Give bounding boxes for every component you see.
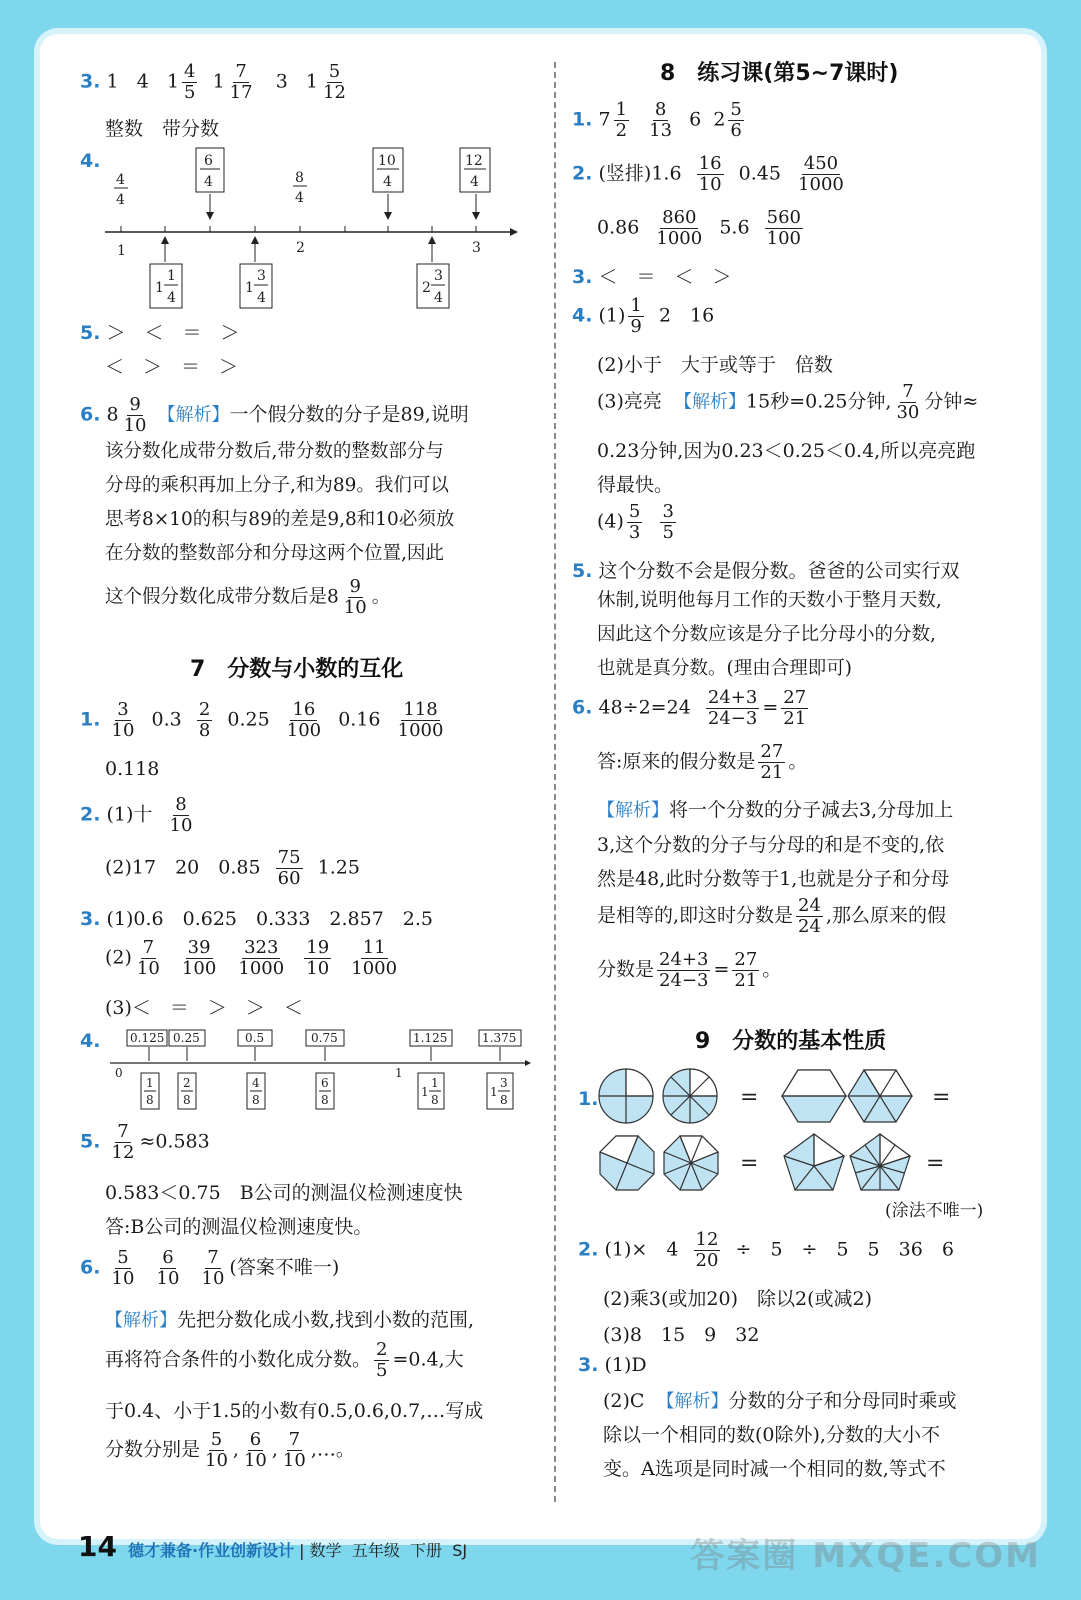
svg-text:2: 2 — [422, 280, 431, 296]
svg-text:0.75: 0.75 — [311, 1031, 338, 1045]
svg-text:1: 1 — [395, 1066, 403, 1080]
footer-info: 德才兼备·作业创新设计 | 数学 五年级 下册 SJ — [128, 1541, 468, 1560]
svg-text:4: 4 — [257, 290, 266, 306]
svg-text:4: 4 — [383, 174, 392, 190]
r-q4-p2: (2)小于 大于或等于 倍数 — [597, 354, 833, 376]
r-q4: 4. (1) $\frac{1}{9}$ 2 16 — [572, 295, 715, 337]
svg-text:1: 1 — [146, 1076, 154, 1090]
frac-label: 6 — [204, 153, 213, 169]
svg-text:8: 8 — [252, 1093, 260, 1107]
r-q1: 1. 7 $\frac{1}{2}$ $\frac{8}{13}$ 6 2 $\frac{5}{6}$ — [572, 99, 742, 141]
q-number: 4. — [80, 150, 101, 172]
svg-text:8: 8 — [146, 1093, 154, 1107]
s9-q1-note: (涂法不唯一) — [885, 1201, 984, 1221]
r-q4-p4: (4) $\frac{5}{3}$ $\frac{3}{5}$ — [597, 501, 674, 543]
section-title-7: 7 分数与小数的互化 — [190, 657, 404, 682]
r-q2: 2. (竖排)1.6 $\frac{16}{10}$ 0.45 $\frac{450}{1000}$ — [572, 153, 844, 195]
axis-label: 3 — [472, 240, 481, 256]
r-q4-p3e: 得最快。 — [597, 474, 674, 496]
s7-q6-explain-4: 分数分别是 $\frac{5}{10}$ , $\frac{6}{10}$ , $\frac{7}{10}$ ,…。 — [105, 1429, 355, 1471]
svg-text:4: 4 — [167, 290, 176, 306]
svg-text:1.375: 1.375 — [482, 1031, 517, 1045]
svg-text:=: = — [740, 1151, 759, 1176]
left-q3-line2: 整数 带分数 — [105, 118, 220, 140]
s9-q3-p2: (2)C 【解析】分数的分子和分母同时乘或 — [603, 1390, 957, 1412]
axis-label: 2 — [296, 240, 305, 256]
r-q6: 6. 48÷2=24 $\frac{24+3}{24-3}$ = $\frac{27}{21}$ — [572, 687, 807, 729]
svg-text:0.125: 0.125 — [130, 1031, 165, 1045]
svg-text:6: 6 — [321, 1076, 329, 1090]
section-title-9: 9 分数的基本性质 — [695, 1029, 887, 1054]
watermark: 答案圈 MXQE.COM — [690, 1536, 1041, 1576]
left-q5-row2: ＜ ＞ ＝ ＞ — [105, 356, 239, 378]
svg-text:3: 3 — [257, 268, 266, 284]
r-q3: 3. ＜ ＝ ＜ ＞ — [572, 266, 732, 288]
svg-text:4: 4 — [295, 190, 304, 206]
s7-q2: 2. (1)十 $\frac{8}{10}$ — [80, 794, 193, 836]
s7-q5-l2: 0.583＜0.75 B公司的测温仪检测速度快 — [105, 1182, 463, 1204]
s7-q6: 6. $\frac{5}{10}$ $\frac{6}{10}$ $\frac{7}{10}$ (答案不唯一) — [80, 1247, 340, 1289]
s9-q3-e2: 除以一个相同的数(0除外),分数的大小不 — [603, 1424, 940, 1446]
svg-text:4: 4 — [204, 174, 213, 190]
r-q6-e2: 3,这个分数的分子与分母的和是不变的,依 — [597, 834, 945, 856]
svg-text:=: = — [740, 1085, 759, 1110]
r-q6-e5: 分数是 $\frac{24+3}{24-3}$ = $\frac{27}{21}$ 。 — [597, 949, 782, 991]
left-q3: 3. 1 4 1 $\frac{4}{5}$ 1 $\frac{7}{17}$ 3 1 $\frac{5}{12}$ — [80, 61, 346, 103]
column-divider — [554, 62, 556, 1502]
svg-text:4: 4 — [434, 290, 443, 306]
svg-text:8: 8 — [431, 1093, 439, 1107]
svg-text:1: 1 — [245, 280, 254, 296]
r-q6-e3: 然是48,此时分数等于1,也就是分子和分母 — [597, 868, 950, 890]
svg-text:4: 4 — [252, 1076, 260, 1090]
number-line-figure — [100, 140, 530, 315]
s7-q1-tail: 0.118 — [105, 758, 160, 780]
svg-text:1.125: 1.125 — [413, 1031, 448, 1045]
s9-q2-p3: (3)8 15 9 32 — [603, 1324, 760, 1346]
svg-text:0.25: 0.25 — [173, 1031, 200, 1045]
s7-q5-l3: 答:B公司的测温仪检测速度快。 — [105, 1216, 373, 1238]
q-number: 1. — [578, 1088, 599, 1110]
r-q4-p3d: 0.23分钟,因为0.23＜0.25＜0.4,所以亮亮跑 — [597, 440, 976, 462]
s7-q5: 5. $\frac{7}{12}$ ≈0.583 — [80, 1121, 210, 1163]
svg-text:=: = — [926, 1151, 945, 1176]
s7-q6-explain-1: 【解析】先把分数化成小数,找到小数的范围, — [105, 1309, 475, 1331]
svg-text:3: 3 — [500, 1076, 508, 1090]
q-number: 4. — [80, 1030, 101, 1052]
svg-text:1: 1 — [421, 1085, 429, 1099]
frac-label: 8 — [295, 170, 304, 186]
frac-label: 10 — [378, 153, 396, 169]
r-q6-e4: 是相等的,即这时分数是 $\frac{24}{24}$ ,那么原来的假 — [597, 895, 946, 937]
r-q6-answer: 答:原来的假分数是 $\frac{27}{21}$ 。 — [597, 741, 808, 783]
svg-text:4: 4 — [470, 174, 479, 190]
s7-q2-p2: (2)17 20 0.85 $\frac{75}{60}$ 1.25 — [105, 847, 360, 889]
r-q5: 5. 这个分数不会是假分数。爸爸的公司实行双 — [572, 560, 960, 582]
s9-q3: 3. (1)D — [578, 1354, 647, 1376]
frac-label: 4 — [116, 172, 125, 188]
r-q4-p3: (3)亮亮 【解析】15秒=0.25分钟, $\frac{7}{30}$ 分钟≈ — [597, 381, 979, 423]
s7-q3-p3: (3)＜ ＝ ＞ ＞ ＜ — [105, 997, 303, 1019]
s9-q3-e3: 变。A选项是同时减一个相同的数,等式不 — [603, 1458, 946, 1480]
svg-text:2: 2 — [183, 1076, 191, 1090]
left-q6: 6. 8 $\frac{9}{10}$ 【解析】一个假分数的分子是89,说明 — [80, 394, 469, 436]
svg-text:1: 1 — [490, 1085, 498, 1099]
svg-text:0: 0 — [115, 1066, 123, 1080]
r-q6-e1: 【解析】将一个分数的分子减去3,分母加上 — [597, 799, 954, 821]
svg-text:4: 4 — [116, 192, 125, 208]
svg-text:8: 8 — [321, 1093, 329, 1107]
axis-label: 1 — [117, 243, 126, 259]
r-q2-l2: 0.86 $\frac{860}{1000}$ 5.6 $\frac{560}{100}$ — [597, 207, 801, 249]
decimal-number-line — [105, 1025, 535, 1115]
page-number: 14 — [78, 1530, 117, 1563]
s7-q3: 3. (1)0.6 0.625 0.333 2.857 2.5 — [80, 908, 434, 930]
s9-q2: 2. (1)× 4 $\frac{12}{20}$ ÷ 5 ÷ 5 5 36 6 — [578, 1229, 954, 1271]
s7-q6-explain-3: 于0.4、小于1.5的小数有0.5,0.6,0.7,…写成 — [105, 1400, 484, 1422]
s9-q2-p2: (2)乘3(或加20) 除以2(或减2) — [603, 1288, 873, 1310]
svg-text:=: = — [932, 1085, 951, 1110]
s7-q3-p2: (2) $\frac{7}{10}$ $\frac{39}{100}$ $\frac{323}{1000}$ $\frac{19}{10}$ $\frac{11}{1000}$ — [105, 937, 398, 979]
left-q6-explain: 该分数化成带分数后,带分数的整数部分与 分母的乘积再加上分子,和为89。我们可以 思考8×10的积与89的差是9,8和10必须放 在分数的整数部分和分母这两个位置,因此 这个假分数化成带分数后是8 $\frac{9}{10}$ 。 — [105, 441, 455, 618]
section-title-8: 8 练习课(第5~7课时) — [660, 61, 899, 86]
frac-label: 12 — [465, 153, 483, 169]
svg-text:3: 3 — [434, 268, 443, 284]
svg-text:1: 1 — [431, 1076, 439, 1090]
svg-text:8: 8 — [183, 1093, 191, 1107]
svg-text:1: 1 — [167, 268, 176, 284]
svg-text:8: 8 — [500, 1093, 508, 1107]
svg-text:0.5: 0.5 — [245, 1031, 265, 1045]
s7-q1: 1. $\frac{3}{10}$ 0.3 $\frac{2}{8}$ 0.25 $\frac{16}{100}$ 0.16 $\frac{118}{1000}$ — [80, 699, 444, 741]
q-number: 3. — [80, 70, 101, 93]
r-q5-text: 休制,说明他每月工作的天数小于整月天数, 因此这个分数应该是分子比分母小的分数, 也就是真分数。(理由合理即可) — [597, 590, 942, 679]
svg-text:1: 1 — [155, 280, 164, 296]
s7-q6-explain-2: 再将符合条件的小数化成分数。 $\frac{2}{5}$ =0.4,大 — [105, 1339, 464, 1381]
left-q5: 5. ＞ ＜ ＝ ＞ — [80, 322, 240, 344]
shape-shading-figure — [598, 1066, 1018, 1196]
